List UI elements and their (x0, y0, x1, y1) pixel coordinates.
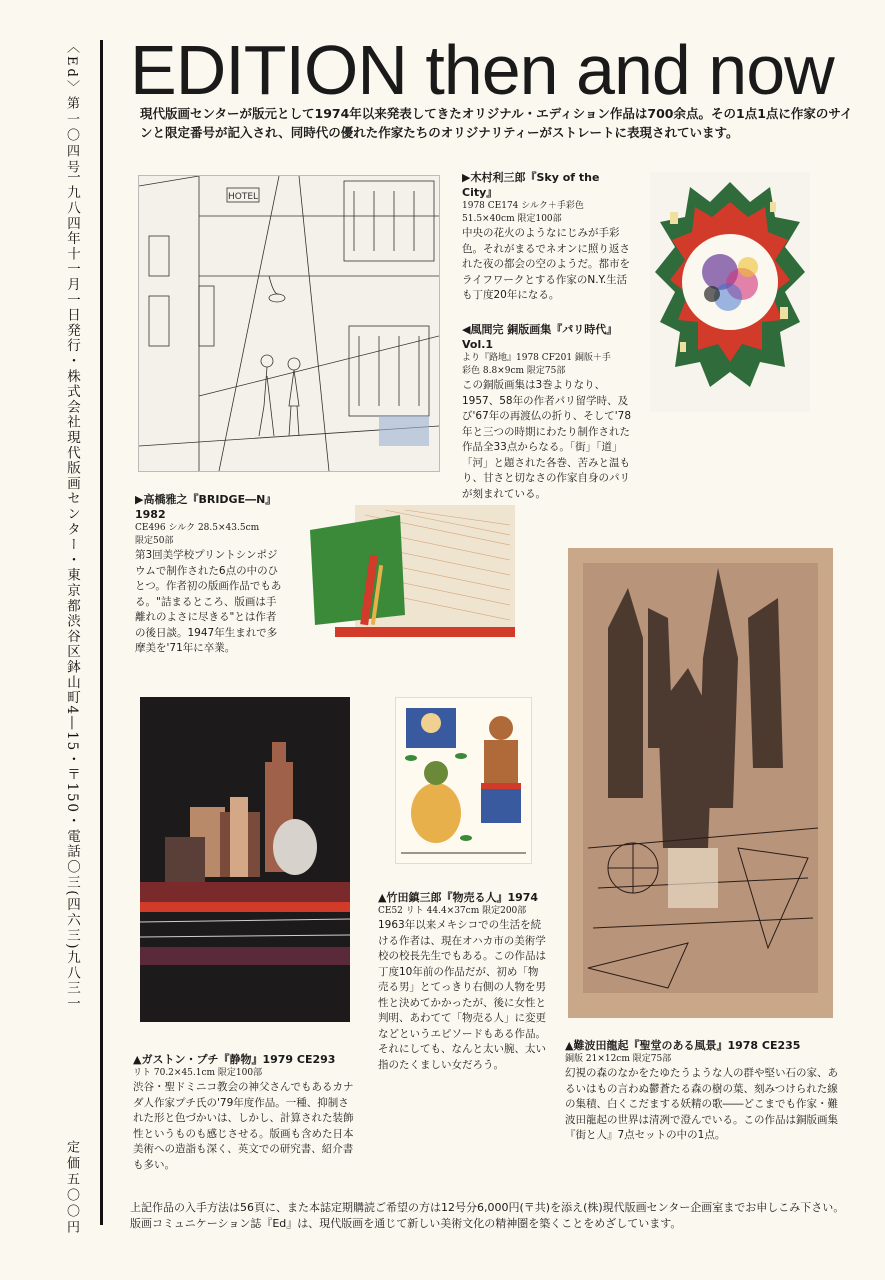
petit-artwork (140, 697, 350, 1022)
footer-line-1: 上記作品の入手方法は56頁に、また本誌定期購読ご希望の方は12号分6,000円(〒共)を添え(株)現代版画センター企画室までお申しこみ下さい。 (130, 1201, 845, 1214)
nanba-artwork (568, 548, 833, 1018)
issue-number: 〈Ed〉第一〇四号 (64, 40, 79, 176)
petit-description: 渋谷・聖ドミニコ教会の神父さんでもあるカナダ人作家プチ氏の'79年度作品。一種、抑制された形と色づかいは、しかし、計算された装飾性というものも感じさせる。版画も含めた日本美術への造詣も深く、英文での研究書、紹介書も多い。 (133, 1081, 354, 1171)
takeda-caption (378, 890, 548, 1073)
takeda-title: ▲竹田鎮三郎『物売る人』1974 (378, 891, 539, 904)
nanba-caption (565, 1038, 840, 1144)
kimura-description: 中央の花火のようなにじみが手彩色。それがまるでネオンに照り返された夜の都会の空のようだ。都市をライフワークとする作家のN.Y.生活も丁度20年になる。 (462, 227, 630, 301)
kimura-caption (462, 170, 632, 304)
kimura-spec1: 1978 CE174 シルク＋手彩色 (462, 201, 584, 211)
hotel-sign-text: HOTEL (227, 192, 259, 202)
kimura-title: ▶木村利三郎『Sky of the City』 (462, 171, 600, 199)
kazama-spec2: 彩色 8.8×9cm 限定75部 (462, 366, 566, 376)
kazama-spec1: より『路地』1978 CF201 銅版＋手 (462, 353, 611, 363)
petit-caption (133, 1052, 358, 1173)
footer-line-2: 版画コミュニケーション誌『Ed』は、現代版画を通じて新しい美術文化の精神圏を築くことをめざしています。 (130, 1217, 682, 1230)
takeda-spec1: CE52 リト 44.4×37cm 限定200部 (378, 906, 527, 916)
nanba-title: ▲難波田龍起『聖堂のある風景』1978 CE235 (565, 1039, 801, 1052)
publication-info: 一九八四年十一月一日発行・株式会社現代版画センター・東京都渋谷区鉢山町4―15・〒150・電話〇三(四六三)九八三一 (64, 170, 80, 1012)
kazama-etching (138, 175, 440, 472)
masthead-title: EDITION then and now (130, 31, 834, 109)
takeda-artwork (395, 697, 532, 864)
nanba-description: 幻視の森のなかをたゆたうような人の群や堅い石の家、あるいはもの言わぬ鬱蒼たる森の樹の葉、刻みつけられた線の集積、白くこだまする妖精の歌――どこまでも作家・難波田龍起の世界は清冽で澄んでいる。この作品は銅版画集『街と人』7点セットの中の1点。 (565, 1067, 838, 1141)
footer-note (130, 1200, 870, 1232)
nanba-spec1: 銅版 21×12cm 限定75部 (565, 1054, 672, 1064)
takahashi-caption (135, 492, 285, 657)
takahashi-description: 第3回美学校プリントシンポジウムで制作された6点の中のひとつ。作者初の版画作品でもある。"詰まるところ、版画は手離れのよさに尽きる"とは作者の後日談。1947年生まれで多摩美を'71年に卒業。 (135, 549, 282, 654)
intro-text: 現代版画センターが版元として1974年以来発表してきたオリジナル・エディション作品は700余点。その1点1点に作家のサインと限定番号が記入され、同時代の優れた作家たちのオリジナリティーがストレートに表現されています。 (140, 106, 853, 140)
takahashi-artwork (305, 505, 515, 645)
kazama-title: ◀風間完 銅版画集『パリ時代』Vol.1 (462, 323, 618, 351)
kimura-artwork (650, 172, 810, 412)
price: 定価五〇〇円 (64, 1140, 79, 1236)
takahashi-spec1: CE496 シルク 28.5×43.5cm (135, 523, 260, 533)
kazama-description: この銅版画集は3巻よりなり、1957、58年の作者パリ留学時、及び'67年の再渡仏の折り、そして'78年と三つの時期にわたり制作された作品全33点からなる。「街」「道」「河」と題された各巻、苦みと温もり、甘さと切なさの作家自身のパリが刻まれている。 (462, 379, 631, 500)
takahashi-spec2: 限定50部 (135, 536, 174, 546)
kazama-caption (462, 322, 632, 502)
petit-title: ▲ガストン・プチ『静物』1979 CE293 (133, 1053, 336, 1066)
petit-spec1: リト 70.2×45.1cm 限定100部 (133, 1068, 263, 1078)
takahashi-title: ▶高橋雅之『BRIDGE―N』1982 (135, 493, 277, 521)
kimura-spec2: 51.5×40cm 限定100部 (462, 214, 562, 224)
spine-rule (100, 40, 103, 1225)
takeda-description: 1963年以来メキシコでの生活を続ける作者は、現在オハカ市の美術学校の校長先生でもある。この作品は丁度10年前の作品だが、初め「物売る男」とてっきり右側の人物を男性と決めてかかったが、後に女性と判明、あわてて「物売る人」に変更などというエピソードもある作品。それにしても、なんと太い腕、太い指のたくましい女だろう。 (378, 919, 546, 1071)
